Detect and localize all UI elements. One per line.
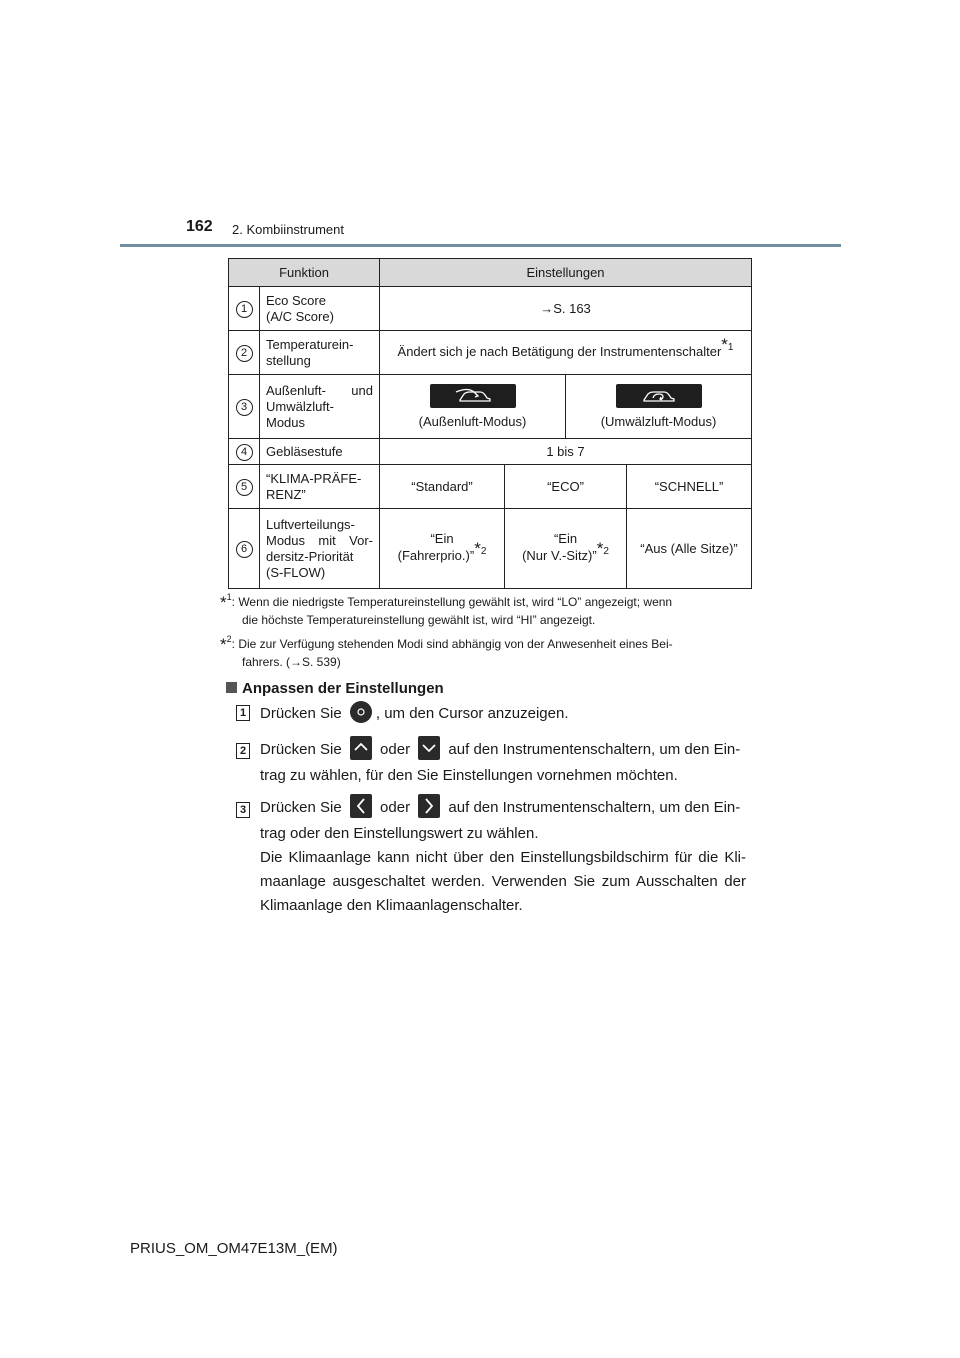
table-row	[229, 375, 752, 439]
option-line	[380, 539, 504, 566]
function-name-line: Außenluft- und	[266, 382, 373, 398]
footnote-mark: *	[220, 635, 227, 654]
row-number-badge: 4	[236, 444, 253, 461]
function-name	[260, 287, 380, 331]
footnote-text: Die zur Verfügung stehenden Modi sind abhängig von der Anwesenheit eines Bei-	[238, 637, 673, 651]
function-name: Gebläsestufe	[260, 439, 380, 465]
function-name-line: RENZ”	[266, 486, 306, 502]
footnote-index: 1	[226, 592, 232, 602]
function-name-line: Modus	[266, 414, 306, 430]
ok-button-icon	[350, 701, 372, 723]
option-line: “Ein	[553, 531, 578, 546]
section-subheading	[226, 680, 444, 697]
setting-value	[380, 331, 752, 375]
left-button-icon	[350, 794, 372, 818]
function-name-line: Temperaturein-	[266, 336, 354, 352]
header-rule	[120, 244, 841, 247]
setting-option: “SCHNELL”	[627, 465, 752, 509]
right-button-icon	[418, 794, 440, 818]
row-number-badge: 1	[236, 301, 253, 318]
square-bullet-icon	[226, 682, 237, 693]
function-name-line: Eco Score	[266, 292, 326, 308]
option-line: “Aus (Alle Sitze)”	[640, 540, 738, 556]
footnote-text: fahrers. (→S. 539)	[242, 655, 341, 669]
table-row	[229, 509, 752, 589]
option-line-text: (Fahrerprio.)”	[397, 548, 475, 563]
setting-option	[380, 509, 505, 589]
row-number-badge: 6	[236, 541, 253, 558]
row-number-badge: 3	[236, 399, 253, 416]
table-header-row	[229, 259, 752, 287]
footnote-1	[220, 592, 746, 629]
step-text: Drücken Sie	[260, 799, 342, 816]
function-name-line: (A/C Score)	[266, 308, 334, 324]
function-name	[260, 375, 380, 439]
step-2	[260, 738, 746, 788]
step-text: , um den Cursor anzuzeigen.	[375, 705, 569, 722]
recirculation-mode-icon	[616, 384, 702, 408]
step-text: oder	[380, 799, 411, 816]
step-text: auf den Instrumentenschaltern, um den Ein-	[448, 799, 741, 816]
function-name-line: stellung	[266, 352, 311, 368]
function-name-line: “KLIMA-PRÄFE-	[266, 470, 362, 486]
footnote-line: *$^1$: Wenn die niedrigste Temperatureinstellung gewählt ist, wird “LO” angezeigt; wenn	[220, 592, 673, 612]
step-number: 3	[236, 802, 250, 818]
table-row	[229, 439, 752, 465]
step-line: trag oder den Einstellungswert zu wählen.	[260, 825, 539, 843]
function-name-line: Umwälzluft-	[266, 398, 334, 414]
function-name-line: (S-FLOW)	[266, 564, 326, 580]
option-label: (Außenluft-Modus)	[418, 413, 527, 429]
table-row	[229, 287, 752, 331]
option-line-text: (Nur V.-Sitz)”	[522, 548, 597, 563]
function-name	[260, 331, 380, 375]
footnote-ref: *2	[474, 539, 487, 558]
step-note: maanlage ausgeschaltet werden. Verwenden Sie zum Ausschalten der	[260, 873, 746, 891]
step-text: Drücken Sie	[260, 741, 342, 758]
section-header: 2. Kombiinstrument	[232, 222, 344, 237]
page-number: 162	[186, 218, 213, 235]
fresh-air-mode-icon	[430, 384, 516, 408]
footnote-ref-index: 2	[603, 546, 609, 557]
setting-option	[505, 509, 627, 589]
footnote-ref-index: 2	[480, 546, 487, 557]
step-note: Die Klimaanlage kann nicht über den Einstellungsbildschirm für die Kli-	[260, 849, 746, 867]
step-note: Klimaanlage den Klimaanlagenschalter.	[260, 897, 523, 915]
down-button-icon	[418, 736, 440, 760]
function-name-line: Modus mit Vor-	[266, 532, 373, 548]
setting-value-text: Ändert sich je nach Betätigung der Instrumentenschalter	[397, 344, 722, 359]
step-text: Drücken Sie	[260, 705, 342, 722]
col-settings-header: Einstellungen	[380, 259, 752, 287]
footnote-ref: *2	[596, 539, 609, 558]
footnote-mark: *	[220, 593, 227, 612]
function-table	[228, 258, 752, 589]
step-number: 2	[236, 743, 250, 759]
function-name	[260, 509, 380, 589]
row-number-badge: 5	[236, 479, 253, 496]
document-code-footer: PRIUS_OM_OM47E13M_(EM)	[130, 1240, 338, 1257]
footnote-text: Wenn die niedrigste Temperatureinstellung gewählt ist, wird “LO” angezeigt; wenn	[238, 595, 673, 609]
setting-option	[380, 375, 566, 439]
footnote-index: 2	[226, 634, 232, 644]
setting-option	[627, 509, 752, 589]
row-number-badge: 2	[236, 345, 253, 362]
step-line	[260, 738, 746, 762]
function-name-line: dersitz-Priorität	[266, 548, 354, 564]
step-line: trag zu wählen, für den Sie Einstellungen vornehmen möchten.	[260, 767, 678, 785]
up-button-icon	[350, 736, 372, 760]
footnote-text: die höchste Temperatureinstellung gewählt ist, wird “HI” angezeigt.	[242, 613, 596, 627]
function-name-line: Luftverteilungs-	[266, 516, 355, 532]
step-text: auf den Instrumentenschaltern, um den Ein-	[448, 741, 741, 758]
setting-value: →S. 163	[380, 287, 752, 331]
step-number: 1	[236, 705, 250, 721]
col-function-header: Funktion	[229, 259, 380, 287]
subheading-text: Anpassen der Einstellungen	[242, 680, 444, 697]
setting-option	[566, 375, 752, 439]
footnote-2	[220, 634, 746, 671]
footnote-ref: *1	[721, 335, 734, 354]
table-row	[229, 331, 752, 375]
option-line	[505, 539, 626, 566]
table-row	[229, 465, 752, 509]
step-text: oder	[380, 741, 411, 758]
step-1	[260, 702, 746, 726]
footnote-ref-index: 1	[727, 342, 734, 353]
footnote-line: *$^2$: Die zur Verfügung stehenden Modi sind abhängig von der Anwesenheit eines Bei-	[220, 634, 673, 654]
step-3	[260, 796, 746, 918]
step-line	[260, 796, 746, 820]
option-line: “Ein	[430, 531, 454, 546]
function-name	[260, 465, 380, 509]
setting-option: “Standard”	[380, 465, 505, 509]
option-label: (Umwälzluft-Modus)	[600, 413, 717, 429]
setting-option: “ECO”	[505, 465, 627, 509]
setting-value: 1 bis 7	[380, 439, 752, 465]
